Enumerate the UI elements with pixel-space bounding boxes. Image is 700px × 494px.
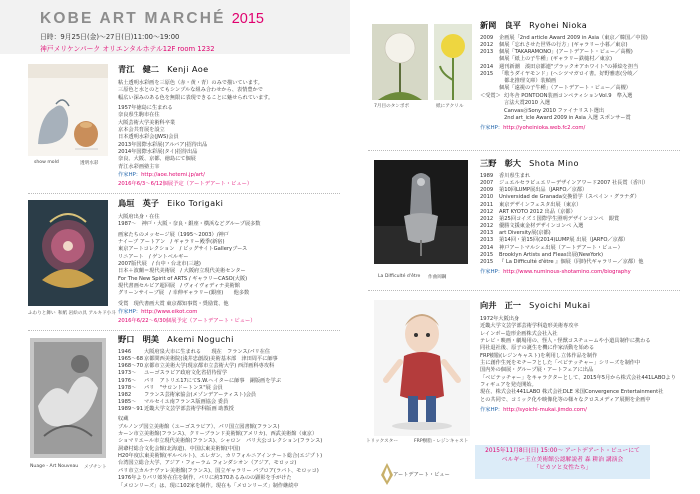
mino-timeline: 1989 香川県生まれ 2007 ジュエルセラピュエリーデザインアワード2007 社長賞（香川） 2009 第10回LUMP展出品（JARFO／京都） 2010 Universidad de Granada交換留学（スペイン・グラナダ） 2011 東京デザインフェスタ出展（東京） 2012 ART KYOTO 2012 出品（京都） 2012 第25回コイズミ国際学生照明デザインコンペ 銀賞 2012 優勝文援東金材デザインコンペ 入選 2013 art Diversity展(京都) 2013 第14回・第15回(2014)LUMP展 出展（JARFO／京都） 2014 神戸アートマルシェ出展（アートデアート・ビュー） 2015 Brooklyn Artists and Fleas出展(NewYork) 2015 『 La Difficulté d'être 』個展（同時代ギャラリー／京都）他 — [480, 173, 649, 265]
torigaki-section — [118, 198, 343, 325]
torigaki-exhibition-note: 2016年6/22〜6/30個展予定（アートデアート・ビュー） — [118, 317, 256, 324]
gallery-logo-icon — [381, 463, 393, 489]
mukai-website-link[interactable]: http://syoichi-mukai.jimdo.com/ — [503, 407, 587, 414]
mukai-artwork-photo — [374, 300, 470, 436]
mino-section — [480, 158, 690, 277]
aoe-caption-title: show mold — [34, 160, 59, 165]
torigaki-website[interactable]: 作家HP：http://www.eikot.com — [118, 309, 198, 316]
aoe-name: 青江 健二 Kenji Aoe — [118, 64, 209, 74]
aoe-exhibition-note: 2016年6/3〜6/12個展予定（アートデアート・ビュー） — [118, 180, 253, 187]
divider-aoe — [28, 193, 340, 194]
noguchi-section — [118, 334, 343, 490]
aoe-website[interactable]: 作家HP：http://aoe.hetemi.jp/art/ — [118, 172, 205, 179]
mino-artwork-photo — [374, 160, 468, 264]
torigaki-name: 鳥垣 英子 Eiko Torigaki — [118, 198, 224, 208]
torigaki-artwork-photo — [28, 200, 108, 306]
mukai-section — [480, 300, 692, 415]
nioka-artwork-photo-1 — [372, 24, 428, 100]
mino-name: 三野 彰大 Shota Mino — [480, 158, 579, 168]
mino-website-link[interactable]: http://www.numinous-shotamino.com/biography — [503, 269, 631, 276]
nioka-timeline: 2009 企画展「2nd article Award 2009 in Asia（東京／韓国／中国) 2012 個展「忘れさせた世界の行方」(ギャラリー小暮／東京) 2013 個展「TAKARAMONO」(アートデアート・ビュー／高槻) 個展「紙上の子牛種」(ギャラリー鉄槌村／東京) 2014 週刊新潮 湊田京都連"ブラックオアホワイト"の挿絵を担当 2015 「歌うダイヤモンド」(ヘシツマガロイ書。好野雅恵(分岐／ 都北推理文庫）装幀画 個展「遠視の子牛種」（アートデアート・ビュー／高槻） — [480, 35, 648, 92]
lecture-title: 「ピカソと女性たち」 — [533, 465, 592, 471]
nioka-name: 新岡 良平 Ryohei Nioka — [480, 20, 588, 30]
aoe-section — [118, 64, 338, 188]
aoe-caption-medium: 透明水彩 — [80, 161, 99, 166]
lecture-speaker: ベルギー王立美術館公認解説者 森 耕治 講演会 — [501, 456, 624, 463]
mino-caption-title: La Difficulté d'être — [378, 274, 421, 279]
divider-nioka — [368, 150, 680, 151]
noguchi-artwork-photo — [30, 338, 106, 458]
noguchi-collection: 収蔵 ブルノンプ国立美術館（ユーゴスラビア）、パリ国立図書館(フランス) カーン市立美術館(フランス)、クリーブランド美術館(アメリカ)、西武美術館（東京） ショマリエール市立現代美術館(フランス)、シャロン パリ大公コレクション(フランス) 洞爺村総合文化会館(北海道)、中国広東美術館(中国) H20年度広東美術館(ギルベルト)、エレガン、カリフォルニアインナート総合(エジプト) 台湾国立総合大学、アジア・フォーラム フォンダシオン（アジア、モロッコ) パリ市立カルナヴァレ美術館(フランス)、国立ギャラリー パブロア(ラバト、モロッコ) 1976年よりパリ郊外在住を制作、パリに約370あるみのの顕彰を手がけた 「メロンリーズ」は、現に102家を制作。現在も「メロンリーズ」制作継続中 — [118, 416, 323, 489]
nioka-artwork-photo-2 — [434, 24, 472, 100]
aoe-website-link[interactable]: http://aoe.hetemi.jp/art/ — [141, 172, 205, 179]
torigaki-bio: 大阪府出身・在住 1987〜 神戸・大阪・奈良・銀座・横浜などグループ展多数 画家たちのメッセージ展（1995〜2003）/神戸 ナイーブ アートアン / ギャラリー殿季(新宿) 東京アートコレクション / ビッグサイトGalleryブース リニアート / ゲントベルギー 2007版代展 / 台中・台北市(三越) 日本＋波蘭＝現代美術展 / 大阪府立現代美術センター For The New Spirit of ARTS / ギャラリーCASO(大阪) 現代書画セルビア超回展 / ヴォイヴォディナ美術館 グリーンサイーブ展 / 幸伸ギャラリー(銀座) 他多数 受賞 現代書画大賞 東京都知事賞・奨励賞、他 — [118, 214, 261, 307]
nioka-section — [480, 20, 690, 132]
event-venue: 神戸メリケンパーク オリエンタルホテル12F room 1232 — [40, 45, 215, 53]
aoe-artwork-photo — [28, 64, 108, 156]
aoe-bio: 1957年徳島に生まれる 奈良県生駒市在住 大阪芸術大学美術科卒業 京本会共育展を設立 日本透明水彩会(JWS)会員 2013年国際水彩展(アルバア)招待出品 2014年国際水彩展(タイ)招待出品 奈良、大阪、京都、徳島にて個展 青江水彩画塾主宰 — [118, 105, 208, 170]
header-band — [0, 0, 350, 54]
noguchi-caption-medium: メゾチント — [84, 465, 107, 470]
mukai-caption-medium: FRP樹脂・レジンキャスト — [414, 439, 469, 444]
torigaki-caption-medium: 和紙 岩絵の具 アルキド小斗 — [58, 311, 116, 316]
nioka-website[interactable]: 作家HP：http://yoheinioka.web.fc2.com/ — [480, 124, 586, 131]
mino-caption-medium: 作曲岡鋼 — [428, 275, 447, 280]
brand-title: KOBE ART MARCHÉ — [40, 10, 226, 27]
torigaki-website-link[interactable]: http://www.eikot.com — [141, 309, 198, 316]
page-title — [40, 8, 264, 28]
divider-torigaki — [28, 330, 340, 331]
nioka-caption-medium: 紙にアクリル — [436, 104, 464, 109]
mino-website[interactable]: 作家HP：http://www.numinous-shotamino.com/biography — [480, 269, 631, 276]
noguchi-caption-title: Nuage - Art Nouveau — [30, 464, 79, 469]
torigaki-caption-title: ふわりと舞い — [28, 311, 56, 316]
mukai-caption-title: トリックスター — [366, 439, 398, 444]
noguchi-name: 野口 明美 Akemi Noguchi — [118, 334, 234, 344]
event-schedule: 日時：9月25日(金)〜27日(日)11:00〜19:00 — [40, 33, 180, 41]
noguchi-timeline: 1946 大阪府泉大市に生まれる 現在 フランス/パリ在住 1965〜68 京都問西美術院(浅井忠創設)美術基本部 津田周平に師事 1968〜70 京都市立美術大学(現京都市立芸術大学) 西洋画科専攻科 1973〜 ユーゴスラビア政府文化省招待留学 1976〜 パリ アトリエ17にてS.W.ヘイターに師事 銅版画を学ぶ 1978〜 パリ "サロンドートンヌ"展 会員 1982 フランス芸術家協会(メゾンデアーティスト)会員 1985〜 マルセイユ南フランス版画協会 委員 1989〜91 近畿大学文芸学部芸術学科版画 助教授 — [118, 349, 281, 413]
brand-year: 2015 — [231, 11, 264, 27]
mukai-website[interactable]: 作家HP：http://syoichi-mukai.jimdo.com/ — [480, 407, 587, 414]
gallery-logo-text: アートデアート・ビュー — [393, 472, 450, 478]
aoe-intro: 粘土透明水彩画を三原色（赤・黄・青）のみで描いています。 三原色と水とのとてもシンプルな組み合わせから、表情豊かで 幅広い深みのある色を無限に表現できることに魅せられています。 — [118, 80, 274, 101]
nioka-caption-title: 7月目のタンポポ — [374, 104, 410, 109]
nioka-awards: ＜受賞＞ 幻冬舎 PONTOON装画コンペティションVol.9 準入選 言法大賞2010 入選 Canvas＠Sony 2010 ファイナリスト選出 2nd art_icle Award 2009 in Asia 入選 スポンサー賞 — [480, 93, 633, 121]
mukai-name: 向井 正一 Syoichi Mukai — [480, 300, 591, 310]
mukai-bio: 1972年大阪出身 近畿大学文芸学部芸術学科造形美術専攻卒 レインボー造形企画株式会社入社 テレビ・映画・劇場用の、怪人・怪獣コスチュームや小道具制作に携わる 同社退社後、原子の誕生を機に作家活動を始める FRP樹脂(レジンキャスト)を利用し立体作品を制作 主に創作生死をモチーフとした「ベビテッチャー」シリーズを制作中 国内外の個展・グループ展・アートフェアに出品 「ベビテッチャー」をキャラクターとして、2015年5月から株式会社441LABOより フィギュアを発売開始。 現在、株式会社441LABO 株式会社DLE 米国Convergence Entertainment社 との共同で、コミック化や映像化等の様々なクロスメディア展開を企画中 — [480, 316, 676, 403]
lecture-info-box — [475, 445, 650, 479]
divider-mino — [368, 290, 680, 291]
lecture-date: 2015年11月8日(日) 15:00〜 アートデアート・ビューにて — [485, 448, 640, 454]
nioka-website-link[interactable]: http://yoheinioka.web.fc2.com/ — [503, 124, 586, 131]
